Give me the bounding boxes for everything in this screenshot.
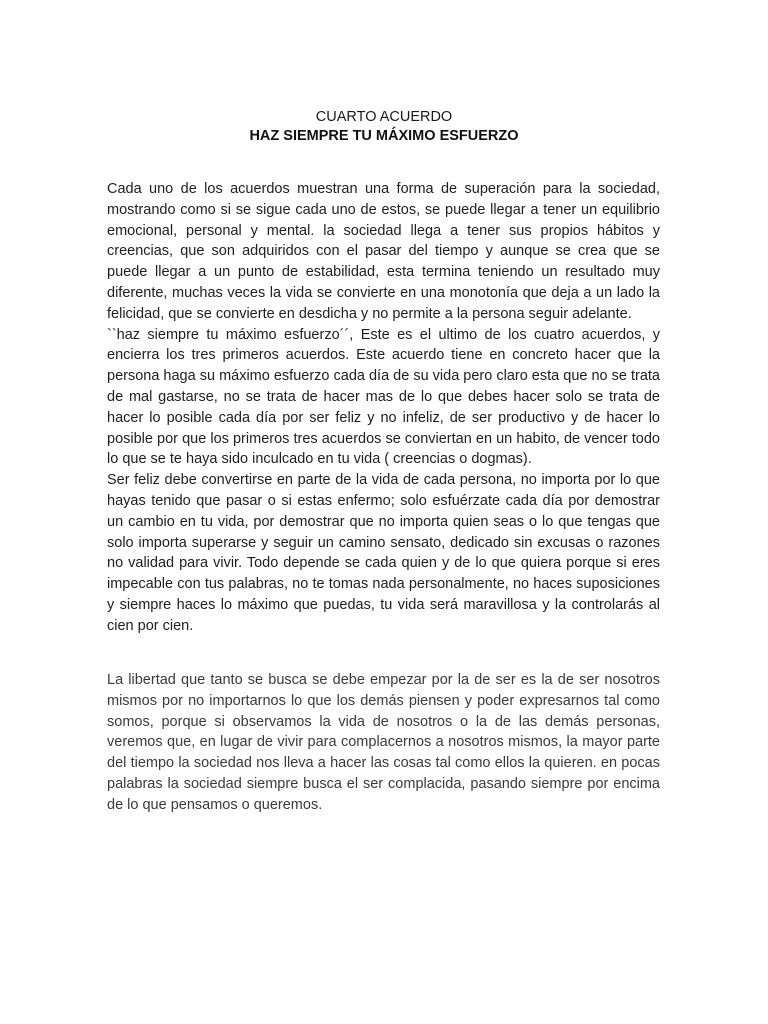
paragraph: La libertad que tanto se busca se debe empezar por la de ser es la de ser nosotros mismos por no importarnos lo que los demás piensen y poder expresarnos tal como somos, porque si observamos la vida de nosotros o la de las demás personas, veremos que, en lugar de vivir para complacernos a nosotros mismos, la mayor parte del tiempo la sociedad nos lleva a hacer las cosas tal como ellos la quieren. en pocas palabras la sociedad siempre busca el ser complacida, pasando siempre por encima de lo que pensamos o queremos. — [107, 672, 660, 813]
chapter-title: HAZ SIEMPRE TU MÁXIMO ESFUERZO — [249, 128, 519, 144]
body-block-1 — [107, 179, 660, 637]
body-block-2 — [107, 670, 660, 816]
paragraph: ``haz siempre tu máximo esfuerzo´´, Este es el ultimo de los cuatro acuerdos, y encierra los tres primeros acuerdos. Este acuerdo tiene en concreto hacer que la persona haga su máximo esfuerzo cada día de su vida pero claro esta que no se trata de mal gastarse, no se trata de hacer mas de lo que debes hacer solo se trata de hacer lo posible cada día por ser feliz y no infeliz, de ser productivo y de hacer lo posible por que los primeros tres acuerdos se conviertan en un habito, de vencer todo lo que se te haya sido inculcado en tu vida ( creencias o dogmas). — [107, 326, 660, 468]
paragraph: Cada uno de los acuerdos muestran una forma de superación para la sociedad, mostrando como si se sigue cada uno de estos, se puede llegar a tener un equilibrio emocional, personal y mental. la sociedad llega a tener sus propios hábitos y creencias, que son adquiridos con el pasar del tiempo y aunque se crea que se puede llegar a un punto de estabilidad, esta termina teniendo un resultado muy diferente, muchas veces la vida se convierte en una monotonía que deja a un lado la felicidad, que se convierte en desdicha y no permite a la persona seguir adelante. — [107, 181, 660, 322]
paragraph: Ser feliz debe convertirse en parte de la vida de cada persona, no importa por lo que hayas tenido que pasar o si estas enfermo; solo esfuérzate cada día por demostrar un cambio en tu vida, por demostrar que no importa quien seas o lo que tengas que solo importa superarse y seguir un camino sensato, dedicado sin excusas o razones no validad para vivir. Todo depende se cada quien y de lo que quiera porque si eres impecable con tus palabras, no te tomas nada personalmente, no haces suposiciones y siempre haces lo máximo que puedas, tu vida será maravillosa y la controlarás al cien por cien. — [107, 472, 660, 634]
chapter-heading: CUARTO ACUERDO — [315, 109, 453, 125]
title-block — [0, 108, 768, 146]
